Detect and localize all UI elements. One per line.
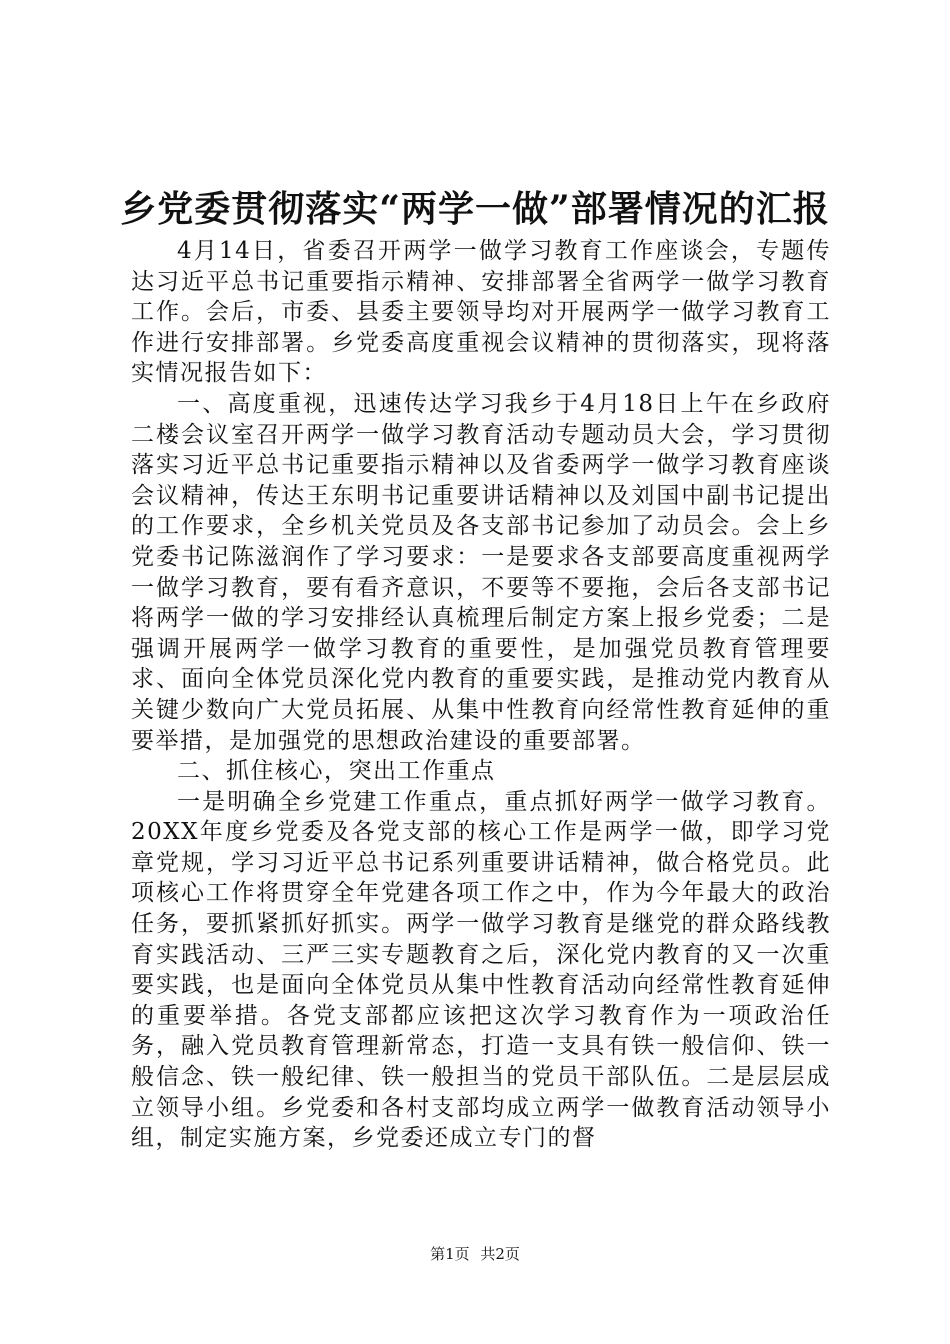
section-heading-two: 二、抓住核心，突出工作重点 bbox=[177, 758, 496, 785]
paragraph-intro: 4月14日，省委召开两学一做学习教育工作座谈会，专题传达习近平总书记重要指示精神、安排部署全省两学一做学习教育工作。会后，市委、县委主要领导均对开展两学一做学习教育工作进行安排部署。乡党委高度重视会议精神的贯彻落实，现将落实情况报告如下： bbox=[131, 238, 831, 387]
page-number: 第1页 bbox=[430, 1245, 470, 1263]
paragraph-section-two: 一是明确全乡党建工作重点，重点抓好两学一做学习教育。20XX年度乡党委及各党支部的核心工作是两学一做，即学习党章党规，学习习近平总书记系列重要讲话精神，做合格党员。此项核心工作将贯穿全年党建各项工作之中，作为今年最大的政治任务，要抓紧抓好抓实。两学一做学习教育是继党的群众路线教育实践活动、三严三实专题教育之后，深化党内教育的又一次重要实践，也是面向全体党员从集中性教育活动向经常性教育延伸的重要举措。各党支部都应该把这次学习教育作为一项政治任务，融入党员教育管理新常态，打造一支具有铁一般信仰、铁一般信念、铁一般纪律、铁一般担当的党员干部队伍。二是层层成立领导小组。乡党委和各村支部均成立两学一做教育活动领导小组，制定实施方案，乡党委还成立专门的督 bbox=[131, 788, 831, 1152]
page-total: 共2页 bbox=[480, 1245, 520, 1263]
paragraph-section-one: 一、高度重视，迅速传达学习我乡于4月18日上午在乡政府二楼会议室召开两学一做学习教育活动专题动员大会，学习贯彻落实习近平总书记重要指示精神以及省委两学一做学习教育座谈会议精神，传达王东明书记重要讲话精神以及刘国中副书记提出的工作要求，全乡机关党员及各支部书记参加了动员会。会上乡党委书记陈滋润作了学习要求：一是要求各支部要高度重视两学一做学习教育，要有看齐意识，不要等不要拖，会后各支部书记将两学一做的学习安排经认真梳理后制定方案上报乡党委；二是强调开展两学一做学习教育的重要性，是加强党员教育管理要求、面向全体党员深化党内教育的重要实践，是推动党内教育从关键少数向广大党员拓展、从集中性教育向经常性教育延伸的重要举措，是加强党的思想政治建设的重要部署。 bbox=[131, 390, 831, 754]
page-footer bbox=[0, 1244, 950, 1264]
document-title: 乡党委贯彻落实“两学一做”部署情况的汇报 bbox=[120, 188, 830, 230]
document-body bbox=[131, 236, 831, 1154]
